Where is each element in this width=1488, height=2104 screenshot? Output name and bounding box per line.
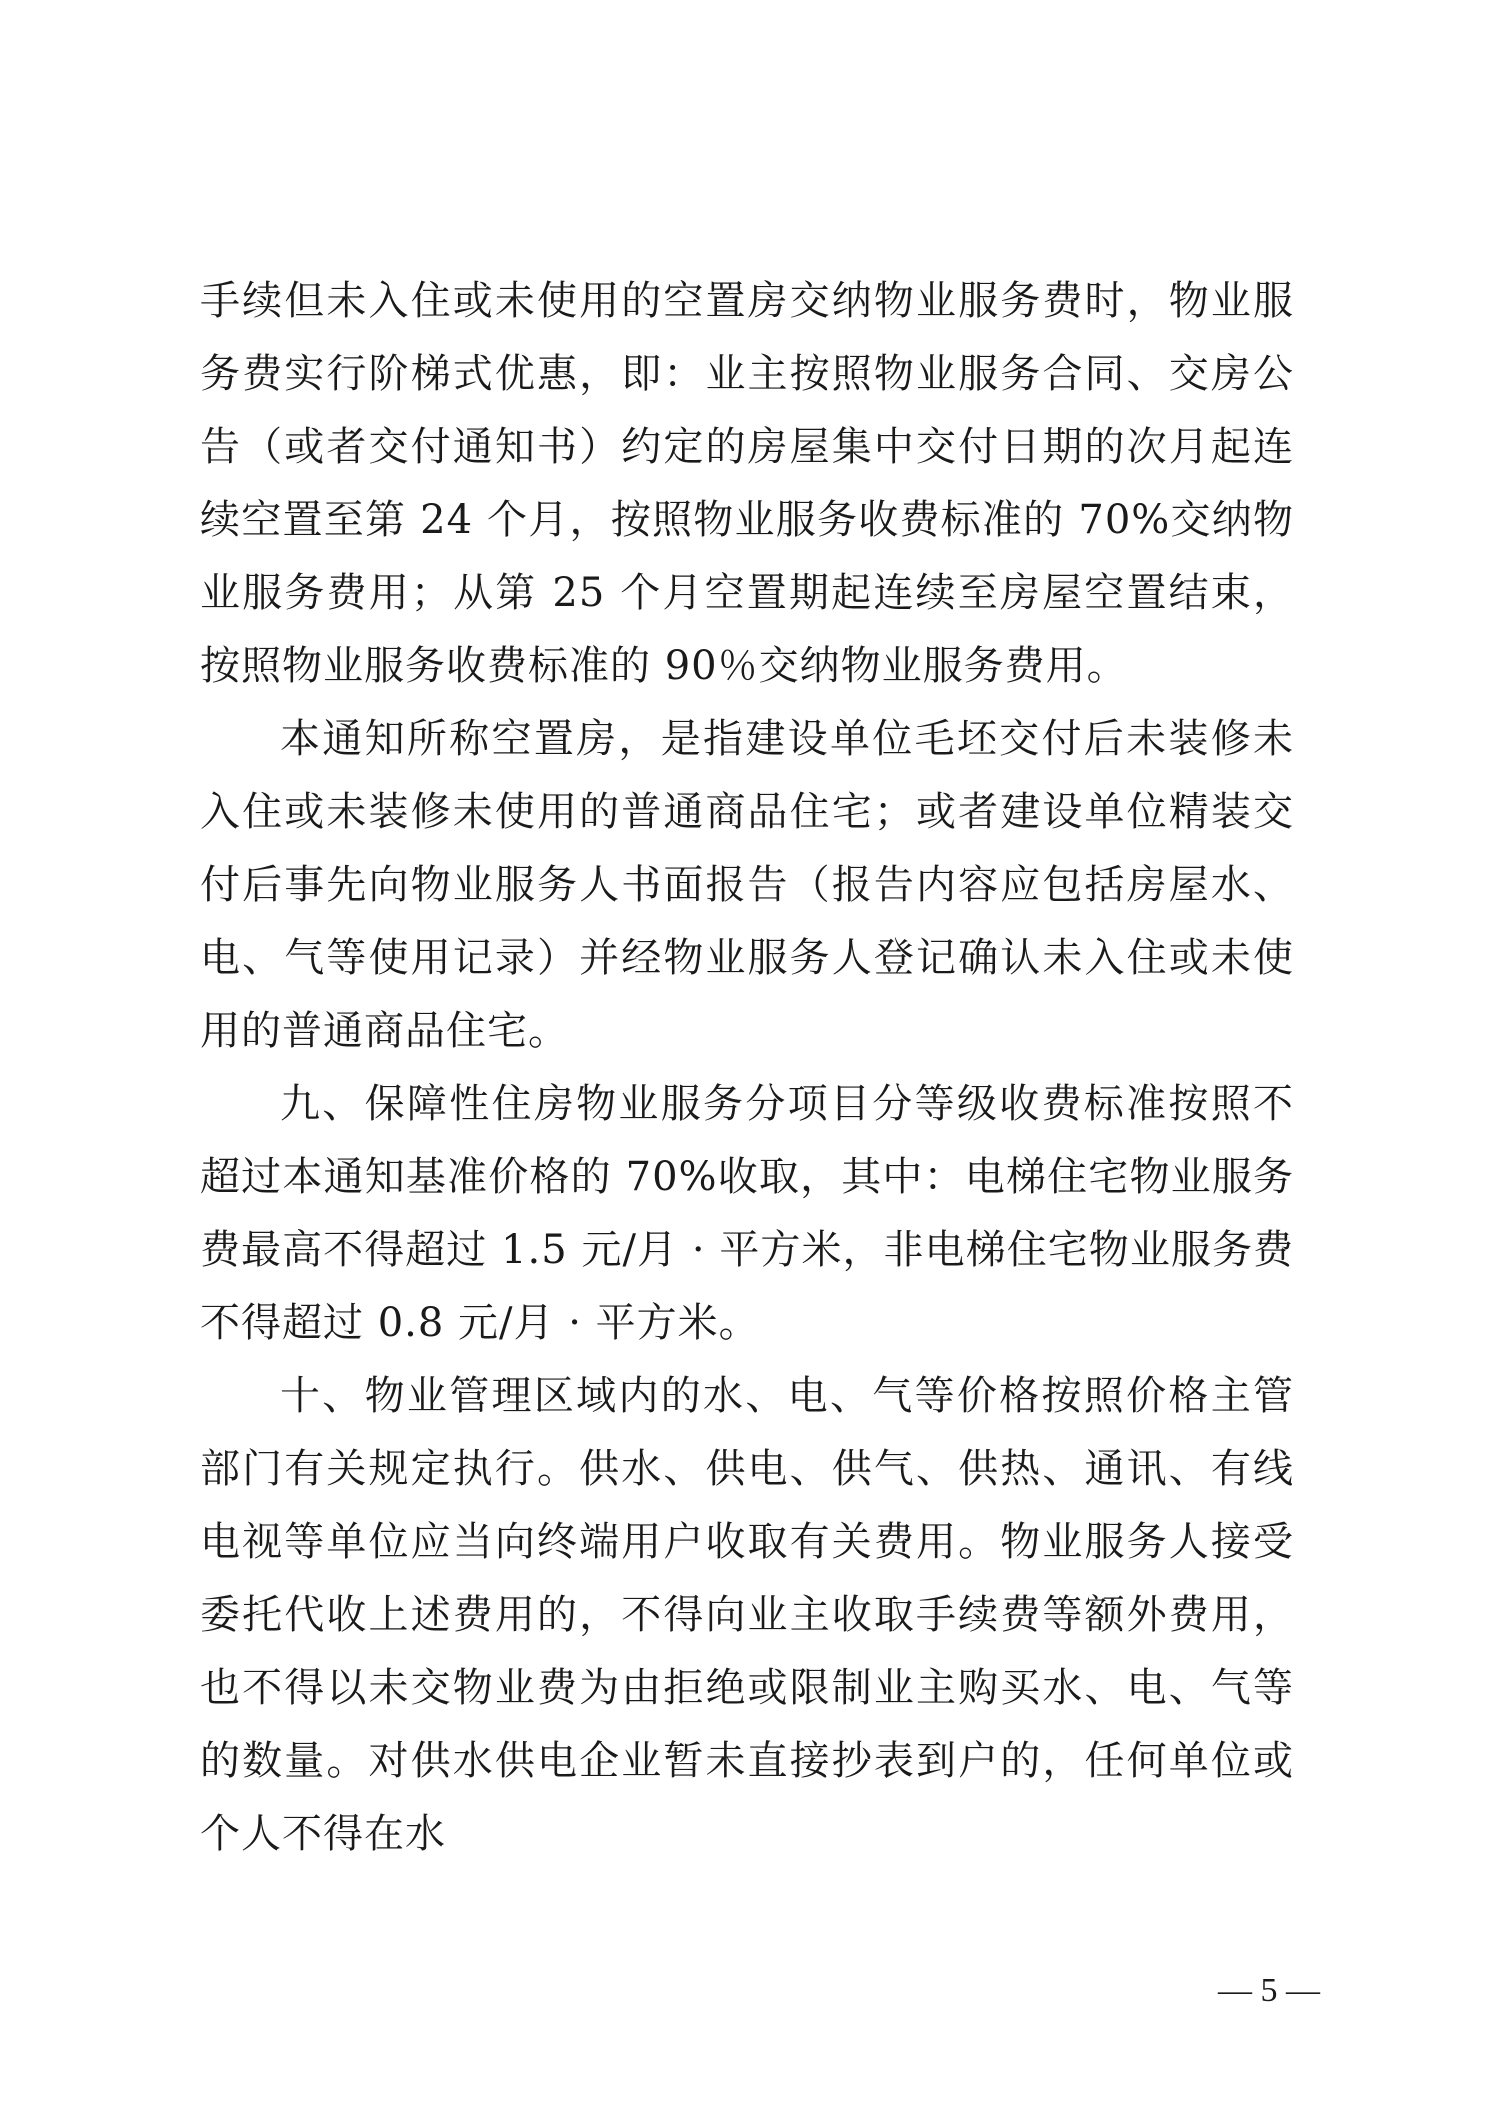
paragraph-continuation: 手续但未入住或未使用的空置房交纳物业服务费时，物业服务费实行阶梯式优惠，即：业主按照物业服务合同、交房公告（或者交付通知书）约定的房屋集中交付日期的次月起连续空置至第 24 个月，按照物业服务收费标准的 70%交纳物业服务费用；从第 25 个月空置期起连续至房屋空置结束，按照物业服务收费标准的 90％交纳物业服务费用。 — [200, 278, 1294, 689]
document-body — [200, 265, 1294, 1871]
paragraph-item-nine: 九、保障性住房物业服务分项目分等级收费标准按照不超过本通知基准价格的 70%收取，其中：电梯住宅物业服务费最高不得超过 1.5 元/月 · 平方米，非电梯住宅物业服务费不得超过 0.8 元/月 · 平方米。 — [200, 1081, 1294, 1346]
paragraph-item-ten: 十、物业管理区域内的水、电、气等价格按照价格主管部门有关规定执行。供水、供电、供气、供热、通讯、有线电视等单位应当向终端用户收取有关费用。物业服务人接受委托代收上述费用的，不得向业主收取手续费等额外费用，也不得以未交物业费为由拒绝或限制业主购买水、电、气等的数量。对供水供电企业暂未直接抄表到户的，任何单位或个人不得在水 — [200, 1373, 1294, 1857]
paragraph-vacant-housing-definition: 本通知所称空置房，是指建设单位毛坯交付后未装修未入住或未装修未使用的普通商品住宅；或者建设单位精装交付后事先向物业服务人书面报告（报告内容应包括房屋水、电、气等使用记录）并经物业服务人登记确认未入住或未使用的普通商品住宅。 — [200, 716, 1294, 1054]
page-number: — 5 — — [1218, 1972, 1320, 2009]
